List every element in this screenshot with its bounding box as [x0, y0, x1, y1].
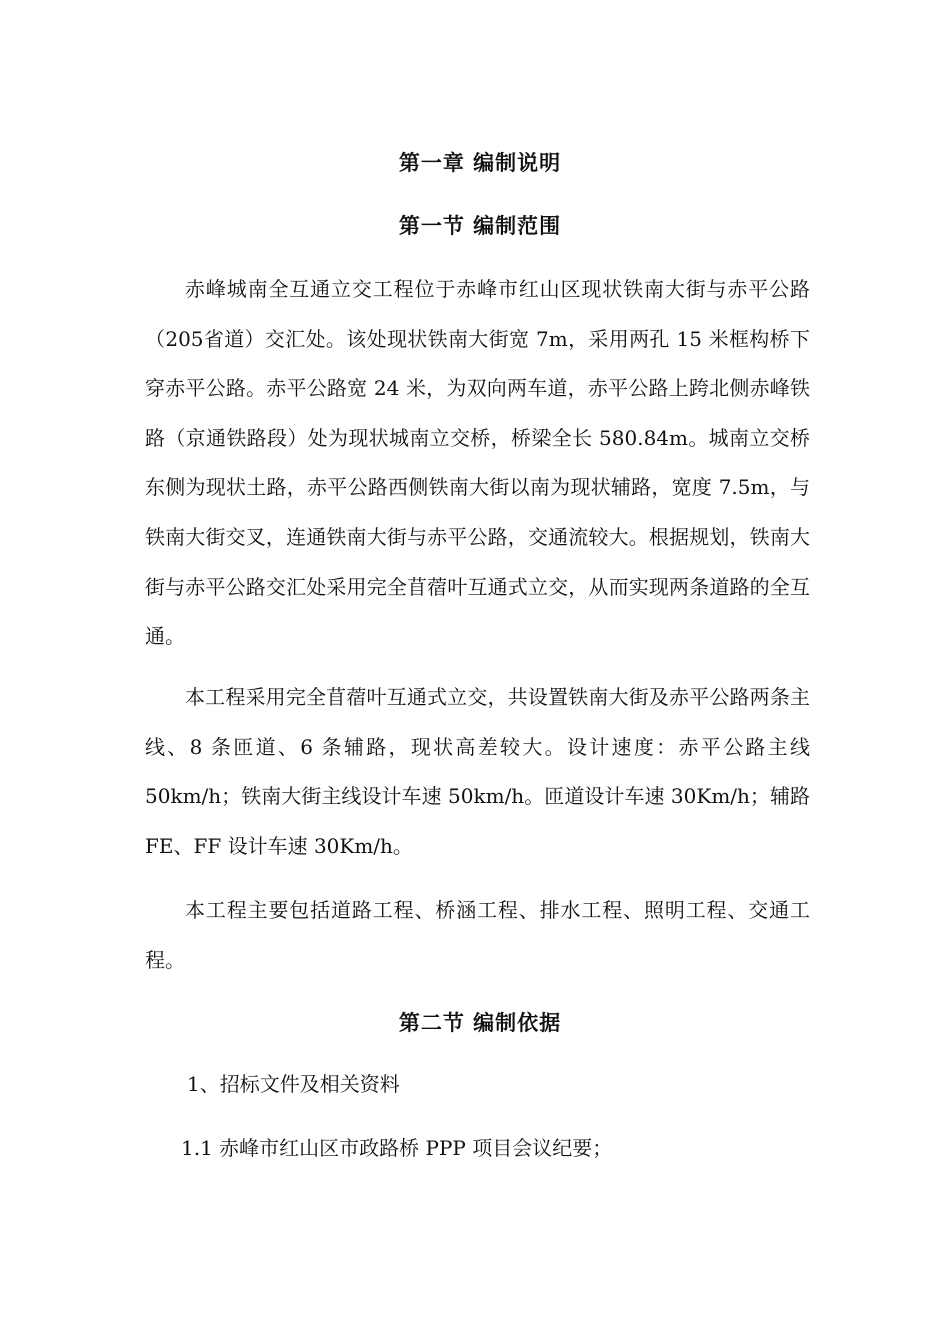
section-title-scope: 第一节 编制范围	[398, 214, 562, 238]
chapter-title: 第一章 编制说明	[398, 151, 562, 175]
paragraph-design-speed: 本工程采用完全苜蓿叶互通式立交，共设置铁南大街及赤平公路两条主线、8 条匝道、6 条辅路，现状高差较大。设计速度：赤平公路主线 50km/h；铁南大街主线设计车速 50km/h。匝道设计车速 30Km/h；辅路 FE、FF 设计车速 30Km/h。	[145, 685, 810, 858]
list-item: 1.1 赤峰市红山区市政路桥 PPP 项目会议纪要；	[181, 1136, 613, 1160]
section-title-basis: 第二节 编制依据	[398, 1011, 562, 1035]
paragraph-work-scope: 本工程主要包括道路工程、桥涵工程、排水工程、照明工程、交通工程。	[145, 898, 810, 972]
paragraph-project-location: 赤峰城南全互通立交工程位于赤峰市红山区现状铁南大街与赤平公路（205省道）交汇处。该处现状铁南大街宽 7m，采用两孔 15 米框构桥下穿赤平公路。赤平公路宽 24 米，为双向两车道，赤平公路上跨北侧赤峰铁路（京通铁路段）处为现状城南立交桥，桥梁全长 580.84m。城南立交桥东侧为现状土路，赤平公路西侧铁南大街以南为现状辅路，宽度 7.5m，与铁南大街交叉，连通铁南大街与赤平公路，交通流较大。根据规划，铁南大街与赤平公路交汇处采用完全苜蓿叶互通式立交，从而实现两条道路的全互通。	[145, 277, 810, 649]
list-item: 1、招标文件及相关资料	[187, 1072, 400, 1096]
